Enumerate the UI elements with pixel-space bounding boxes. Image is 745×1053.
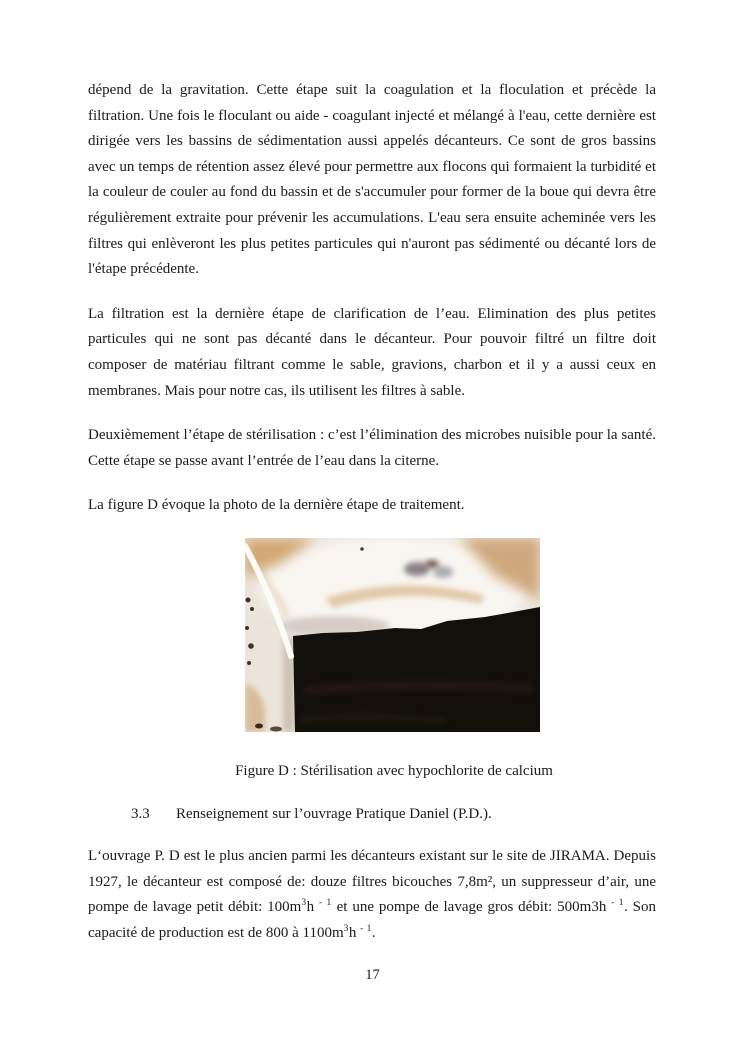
photo-spot <box>250 607 254 611</box>
paragraph-figure-intro: La figure D évoque la photo de la dernière étape de traitement. <box>88 497 465 514</box>
photo-sterilisation-basin <box>245 538 540 732</box>
photo-spot <box>245 626 249 630</box>
paragraph-sterilisation: Deuxièmement l’étape de stérilisation : c’est l’élimination des microbes nuisible pour la santé. Cette étape se passe avant l’entrée de l’eau dans la citerne. <box>88 427 656 469</box>
section-title: Renseignement sur l’ouvrage Pratique Daniel (P.D.). <box>176 805 492 822</box>
figure-photo <box>245 538 540 732</box>
paragraph-decantation: dépend de la gravitation. Cette étape suit la coagulation et la floculation et précède la filtration. Une fois le floculant ou aide - coagulant injecté et mélangé à l'eau, cette dernière est dirigée vers les bassins de sédimentation aussi appelés décanteurs. Ce sont de gros bassins avec un temps de rétention assez élevé pour permettre aux flocons qui formaient la turbidité et la couleur de couler au fond du bassin et de s'accumuler pour former de la boue qui devra être régulièrement extraite pour prévenir les accumulations. L'eau sera ensuite acheminée vers les filtres qui enlèveront les plus petites particules qui n'auront pas sédimenté ou décanté lors de l'étape précédente. <box>88 82 656 278</box>
photo-spot <box>248 643 254 649</box>
photo-spot <box>246 597 251 602</box>
photo-speck <box>360 547 364 551</box>
photo-spot <box>247 661 251 665</box>
section-heading <box>88 801 656 827</box>
paragraph-filtration: La filtration est la dernière étape de clarification de l’eau. Elimination des plus petites particules qui ne sont pas décanté dans le décanteur. Pour pouvoir filtré un filtre doit composer de matériau filtrant comme le sable, gravions, charbon et il y a aussi ceux en membranes. Mais pour notre cas, ils utilisent les filtres à sable. <box>88 305 656 399</box>
photo-beam-tip <box>288 653 294 659</box>
paragraph-ouvrage: L‘ouvrage P. D est le plus ancien parmi les décanteurs existant sur le site de JIRAMA. Depuis 1927, le décanteur est composé de: douze filtres bicouches 7,8m², un suppresseur d’air, une pompe de lavage petit débit: $100m^3h$ $^{- 1}$ et une pompe de lavage gros débit: 500m3h $^{- 1}$. Son capacité de production est de 800 à $1100m^3h$ $^{- 1}$. <box>88 847 656 941</box>
photo-spot <box>255 723 263 728</box>
photo-spot <box>270 726 282 731</box>
photo-deposit <box>433 566 453 578</box>
photo-deposit <box>425 560 439 568</box>
figure-caption: Figure D : Stérilisation avec hypochlorite de calcium <box>235 762 553 779</box>
page-number: 17 <box>365 967 380 983</box>
section-number: 3.3 <box>131 805 150 822</box>
